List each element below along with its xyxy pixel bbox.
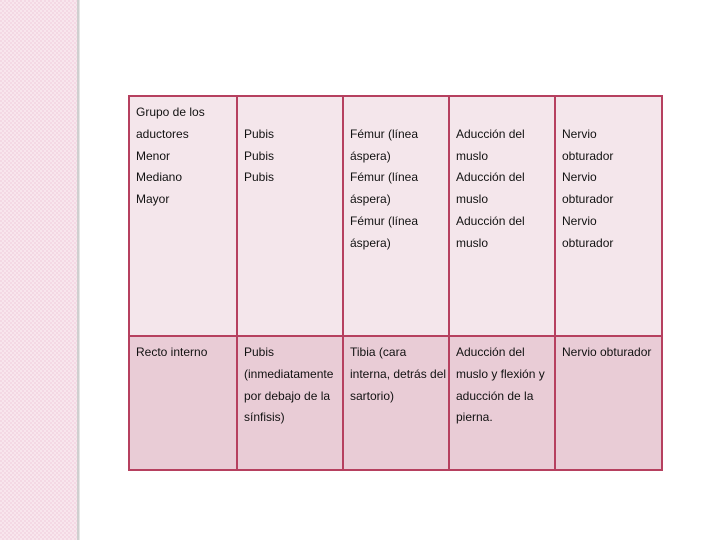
cell-line: Nervio [562,126,597,141]
cell-line: áspera) [350,148,391,163]
cell-line: interna, detrás del [350,366,447,381]
insertion-cell [343,96,449,336]
cell-line: Nervio obturador [562,345,652,359]
cell-line: Aducción del [456,345,525,359]
cell-line: muslo [456,235,489,250]
cell-line: Grupo de los [136,105,205,119]
cell-line: aductores [136,126,189,141]
cell-line: Aducción del [456,213,525,228]
muscle-cell [129,96,237,336]
insertion-cell [343,336,449,470]
cell-line: Aducción del [456,126,525,141]
nerve-cell [555,96,662,336]
cell-line: Fémur (línea [350,126,419,141]
action-cell [449,336,555,470]
cell-line: sartorio) [350,388,395,403]
cell-line: Pubis [244,126,275,141]
action-cell [449,96,555,336]
origin-cell [237,336,343,470]
cell-line: muslo y flexión y [456,366,545,381]
cell-line [350,102,442,124]
cell-line: Fémur (línea [350,213,419,228]
cell-line: áspera) [350,235,391,250]
cell-line: (inmediatamente [244,366,334,381]
cell-line: Mayor [136,192,170,207]
cell-line [244,102,336,124]
cell-line [456,102,548,124]
cell-line: obturador [562,235,614,250]
decorative-sidebar [0,0,79,540]
cell-line: obturador [562,192,614,207]
cell-line: Aducción del [456,170,525,185]
cell-line: áspera) [350,192,391,207]
cell-line: Pubis [244,148,275,163]
cell-line: Nervio [562,170,597,185]
cell-line: Fémur (línea [350,170,419,185]
muscle-cell [129,336,237,470]
sidebar-divider [79,0,80,540]
cell-line: por debajo de la [244,388,331,403]
nerve-cell [555,336,662,470]
cell-line: sínfisis) [244,410,285,425]
cell-line: muslo [456,192,489,207]
muscle-table [128,95,663,471]
cell-line: Pubis [244,170,275,185]
cell-line: Tibia (cara [350,345,407,359]
cell-line: muslo [456,148,489,163]
table-row [129,96,662,336]
cell-line: Mediano [136,170,183,185]
cell-line [562,102,655,124]
cell-line: Nervio [562,213,597,228]
origin-cell [237,96,343,336]
cell-line: Pubis [244,345,275,359]
cell-line: aducción de la [456,388,534,403]
cell-line: Recto interno [136,345,208,359]
table-row [129,336,662,470]
cell-line: obturador [562,148,614,163]
cell-line: pierna. [456,410,493,425]
cell-line: Menor [136,148,171,163]
